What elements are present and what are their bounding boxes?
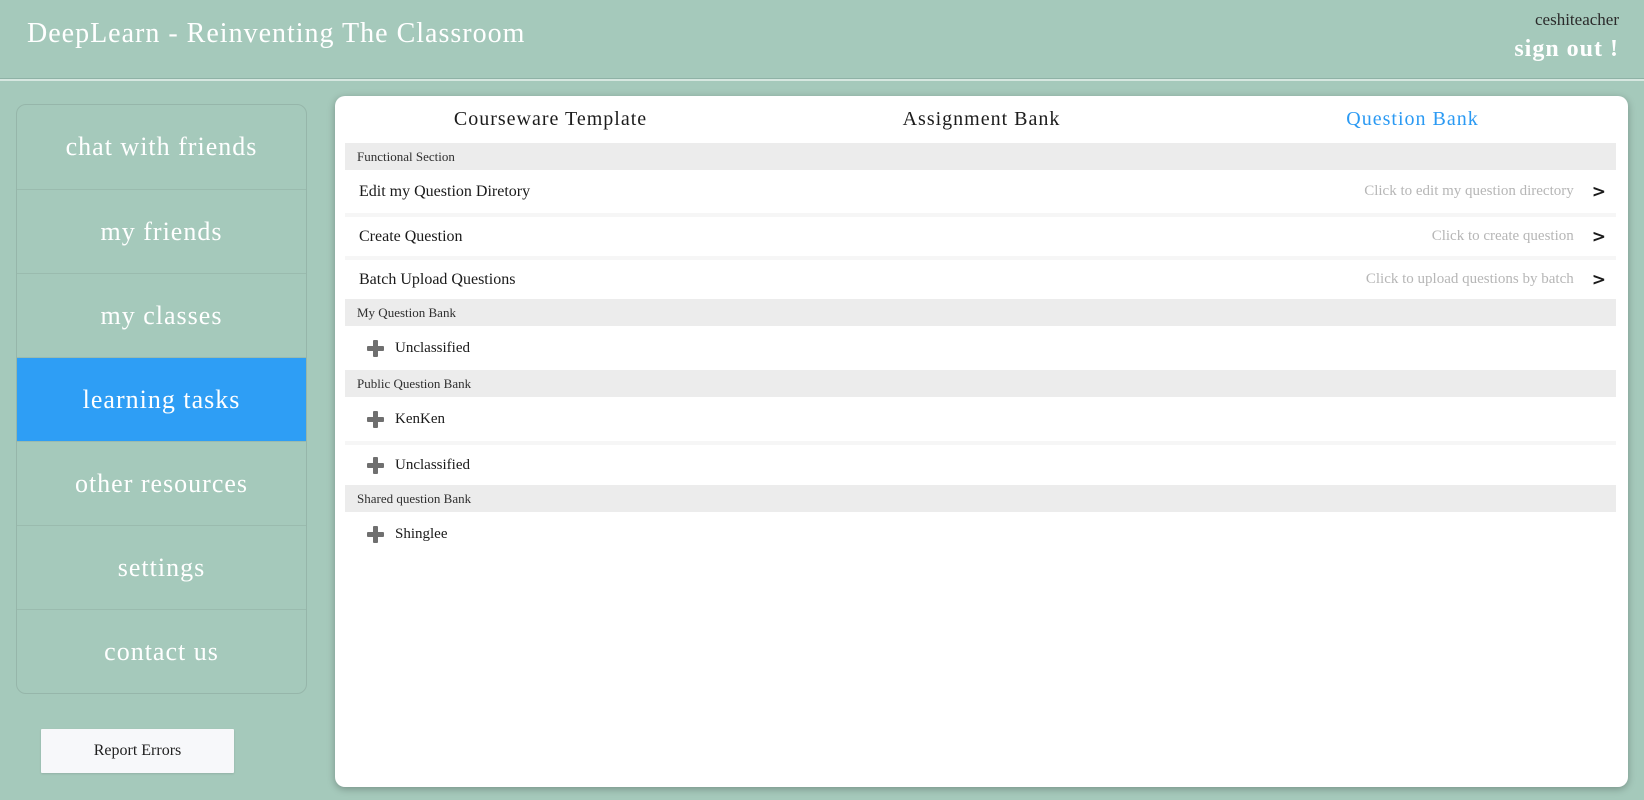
username: ceshiteacher	[1535, 10, 1619, 29]
expand-plus-icon[interactable]	[367, 340, 384, 357]
section-header-functional: Functional Section	[345, 143, 1616, 170]
bank-category-kenken[interactable]	[345, 397, 1616, 441]
sidebar-item-settings[interactable]: settings	[17, 525, 306, 609]
bank-category-label: Shinglee	[395, 525, 448, 542]
sidebar-item-contact-us[interactable]: contact us	[17, 609, 306, 693]
row-label: Create Question	[359, 227, 463, 245]
row-edit-question-directory[interactable]	[345, 170, 1616, 213]
section-header-shared-question-bank: Shared question Bank	[345, 485, 1616, 512]
chevron-right-icon[interactable]: >	[1591, 269, 1606, 290]
question-bank-content	[335, 143, 1628, 556]
bank-category-unclassified[interactable]	[345, 326, 1616, 370]
tab-courseware-template[interactable]: Courseware Template	[453, 108, 648, 130]
bank-category-unclassified-public[interactable]	[345, 441, 1616, 485]
row-label: Batch Upload Questions	[359, 270, 516, 288]
bank-category-label: KenKen	[395, 410, 445, 427]
app-header	[0, 0, 1644, 79]
report-errors-button[interactable]: Report Errors	[41, 729, 234, 773]
sign-out-link[interactable]: sign out !	[1514, 36, 1619, 62]
expand-plus-icon[interactable]	[367, 526, 384, 543]
bank-category-label: Unclassified	[395, 339, 470, 356]
tab-bar	[335, 96, 1628, 143]
expand-plus-icon[interactable]	[367, 457, 384, 474]
chevron-right-icon[interactable]: >	[1591, 226, 1606, 247]
sidebar-item-learning-tasks[interactable]: learning tasks	[17, 357, 306, 441]
sidebar-item-chat-with-friends[interactable]: chat with friends	[65, 132, 258, 161]
row-hint: Click to upload questions by batch	[1365, 271, 1574, 287]
chevron-right-icon[interactable]: >	[1591, 181, 1606, 202]
sidebar-item-my-friends[interactable]: my friends	[17, 189, 306, 273]
bank-category-label: Unclassified	[395, 456, 470, 473]
sidebar	[16, 104, 307, 694]
row-batch-upload-questions[interactable]	[345, 256, 1616, 299]
row-hint: Click to edit my question directory	[1364, 183, 1574, 199]
main-panel	[335, 96, 1628, 787]
bank-category-shinglee[interactable]	[345, 512, 1616, 556]
user-area	[1514, 7, 1619, 65]
section-header-public-question-bank: Public Question Bank	[345, 370, 1616, 397]
expand-plus-icon[interactable]	[367, 411, 384, 428]
app-title: DeepLearn - Reinventing The Classroom	[27, 18, 526, 49]
row-label: Edit my Question Diretory	[359, 182, 531, 200]
sidebar-item-my-classes[interactable]: my classes	[17, 273, 306, 357]
sidebar-item-other-resources[interactable]: other resources	[17, 441, 306, 525]
tab-question-bank[interactable]: Question Bank	[1346, 108, 1479, 130]
tab-assignment-bank[interactable]: Assignment Bank	[902, 108, 1061, 130]
row-create-question[interactable]	[345, 213, 1616, 256]
section-header-my-question-bank: My Question Bank	[345, 299, 1616, 326]
row-hint: Click to create question	[1431, 228, 1574, 244]
